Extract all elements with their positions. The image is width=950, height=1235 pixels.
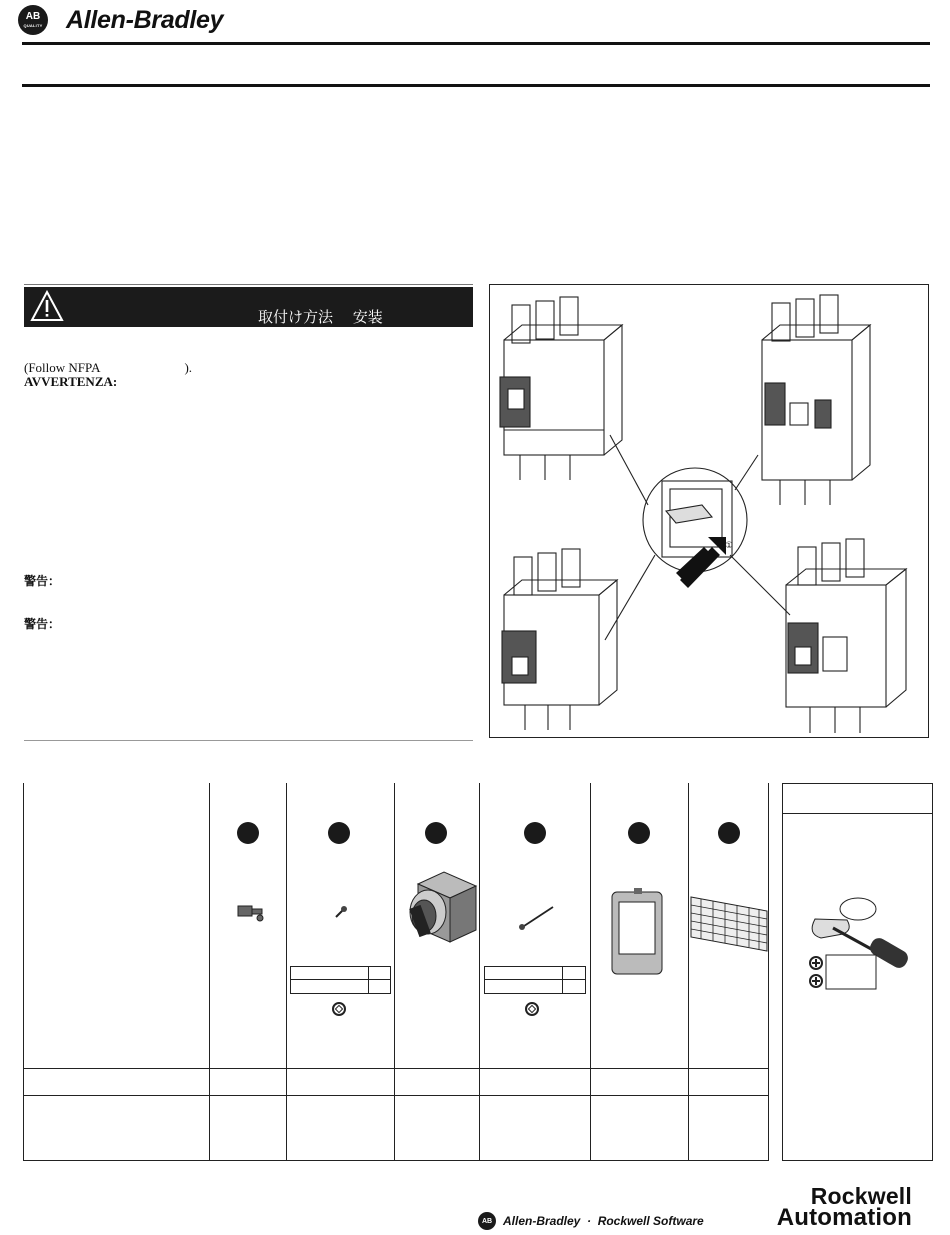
warning-banner-cjk: 取付け方法 安装: [258, 308, 383, 326]
header-rule-top: [22, 42, 930, 45]
item-marker-1: [237, 822, 259, 844]
logo-text: AB: [25, 11, 41, 22]
installation-figure: [489, 284, 929, 738]
torx-drive-icon-2: [525, 1002, 539, 1016]
torque-spec-grid-2: [484, 966, 586, 994]
callout-marker: ①: [725, 541, 734, 551]
tools-box: [782, 783, 933, 1161]
jp-warning-2: 警告：: [24, 617, 61, 631]
torx-drive-icon-1: [332, 1002, 346, 1016]
breaker-top-left: [500, 297, 622, 480]
rockwell-automation-logo: [744, 1183, 912, 1231]
jp-warning-1: 警告：: [24, 574, 61, 588]
nfpa-left: (Follow NFPA: [24, 360, 101, 375]
nfpa-right: ).: [184, 360, 193, 375]
parts-table: [23, 783, 769, 1161]
breaker-bottom-left: [502, 549, 617, 730]
rockwell-line1: Rockwell: [810, 1183, 912, 1209]
warning-triangle-icon: [30, 290, 64, 322]
item-marker-5: [628, 822, 650, 844]
torque-spec-grid-1: [290, 966, 391, 994]
logo-subtext: QUALITY: [23, 23, 43, 28]
item-marker-6: [718, 822, 740, 844]
footer-ab-logo: AB: [478, 1212, 496, 1230]
rockwell-line2: Automation: [776, 1204, 912, 1231]
label-sheet-icon: [689, 895, 769, 955]
brand-name: Allen-Bradley: [66, 6, 224, 34]
warning-banner: [24, 287, 473, 327]
breaker-illustration: [490, 285, 930, 739]
warning-top-rule: [24, 284, 473, 285]
avvertenza-label: AVVERTENZA:: [24, 374, 118, 389]
header-rule-bottom: [22, 84, 930, 87]
small-screw-icon: [330, 903, 350, 923]
flange-bezel-icon: [610, 888, 666, 976]
breaker-bottom-right: [786, 539, 906, 733]
allen-bradley-logo: [18, 5, 48, 35]
footer-brands: Allen-Bradley · Rockwell Software: [503, 1214, 704, 1228]
warning-bottom-rule: [24, 740, 473, 741]
screwdriver-icon: [803, 894, 918, 1004]
key-icon: [235, 900, 265, 926]
long-screw-icon: [517, 903, 557, 933]
rotary-handle-icon: [400, 868, 480, 953]
item-marker-2: [328, 822, 350, 844]
breaker-top-right: [762, 295, 870, 505]
item-marker-3: [425, 822, 447, 844]
item-marker-4: [524, 822, 546, 844]
